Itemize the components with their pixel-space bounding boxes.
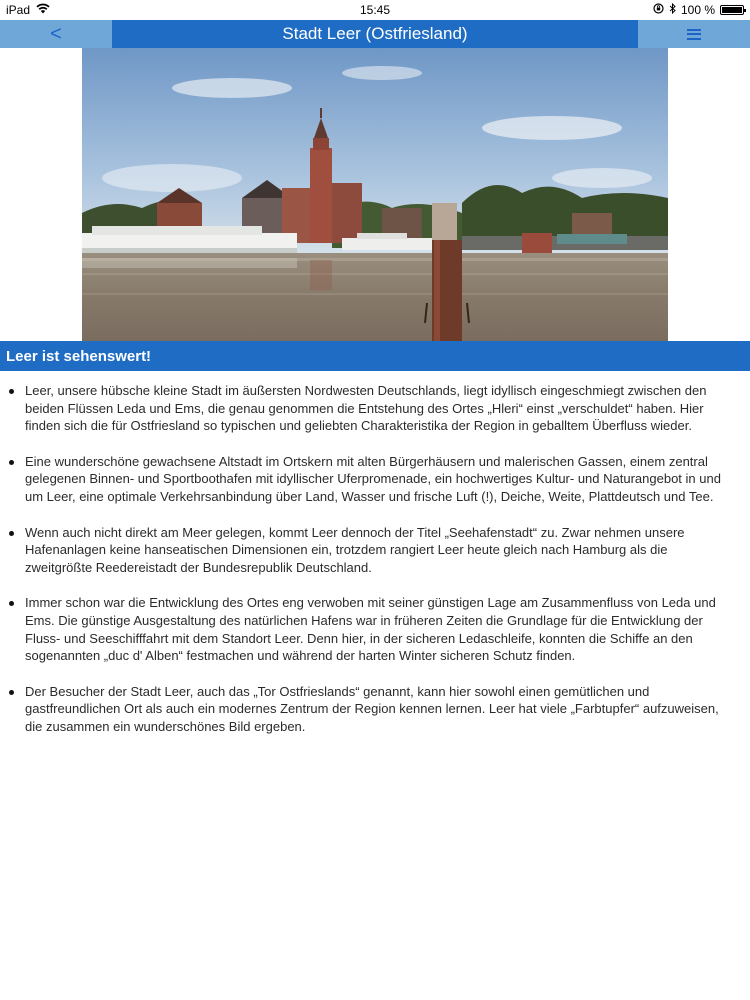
list-item (0, 594, 750, 664)
nav-bar (0, 20, 750, 48)
list-item (0, 524, 750, 577)
content (0, 382, 750, 754)
paragraph-text: Leer, unsere hübsche kleine Stadt im äußersten Nordwesten Deutschlands, liegt idyllisch eingeschmiegt zwischen den beiden Flüssen Leda und Ems, die genau genommen die Entstehung des Ortes „Hleri“ einst „verschuldet“ haben. Hier finden sich die für Ostfriesland so typischen und geliebten Charakteristika der Region in geballtem Überfluss wieder. (25, 383, 707, 434)
bullet-icon (9, 531, 14, 536)
bullet-icon (9, 690, 14, 695)
status-right (653, 3, 744, 17)
status-time: 15:45 (359, 3, 391, 17)
bullet-icon (9, 601, 14, 606)
rotation-lock-icon (653, 3, 664, 17)
paragraph-text: Der Besucher der Stadt Leer, auch das „Tor Ostfrieslands“ genannt, kann hier sowohl einen gemütlichen und gastfreundlichen Ort als auch ein modernes Zentrum der Region kennen lernen. Leer hat viele „Farbtupfer“ aufzuweisen, die zusammen ein wunderschönes Bild ergeben. (25, 683, 719, 734)
bullet-list (0, 382, 750, 736)
bullet-icon (9, 460, 14, 465)
section-title: Leer ist sehenswert! (6, 347, 152, 365)
page-title: Stadt Leer (Ostfriesland) (282, 24, 468, 43)
device-name: iPad (6, 3, 31, 17)
list-item (0, 453, 750, 506)
menu-button[interactable] (638, 20, 750, 48)
battery-percent: 100 % (680, 3, 715, 17)
bluetooth-icon (669, 3, 676, 17)
hero-image (82, 48, 668, 341)
list-item (0, 382, 750, 435)
back-button[interactable]: < (50, 22, 62, 45)
battery-fill (722, 7, 742, 13)
status-bar (0, 0, 750, 20)
paragraph-text: Eine wunderschöne gewachsene Altstadt im Ortskern mit alten Bürgerhäusern und malerischen Gassen, einem zentral gelegenen Binnen- und Sportboothafen mit idyllischer Uferpromenade, ein hochwertiges Kultur- und Naturangebot in und um Leer, eine optimale Verkehrsanbindung über Land, Wasser und frische Luft (!), Deiche, Weite, Plattdeutsch und Tee. (25, 453, 721, 504)
paragraph-text: Immer schon war die Entwicklung des Ortes eng verwoben mit seiner günstigen Lage am Zusammenfluss von Leda und Ems. Die günstige Ausgestaltung des natürlichen Hafens war in früheren Zeiten die Grundlage für die Entwicklung der Fluss- und Seeschifffahrt mit dem Standort Leer. Denn hier, in der sicheren Ledaschleife, konnten die Schiffe an den sogenannten „duc d' Alben“ festmachen und während der harten Winter sicheren Schutz finden. (25, 595, 716, 664)
battery-icon (720, 5, 744, 15)
list-item (0, 683, 750, 736)
nav-title-bar (112, 20, 638, 48)
section-header (0, 341, 750, 371)
paragraph-text: Wenn auch nicht direkt am Meer gelegen, kommt Leer dennoch der Titel „Seehafenstadt“ zu. Zwar nehmen unsere Hafenanlagen keine hanseatischen Dimensionen ein, trotzdem rangiert Leer heute gleich nach Hamburg als die zweitgrößte Reedereistadt der Bundesrepublik Deutschland. (25, 524, 685, 575)
menu-icon (687, 29, 701, 40)
bullet-icon (9, 389, 14, 394)
